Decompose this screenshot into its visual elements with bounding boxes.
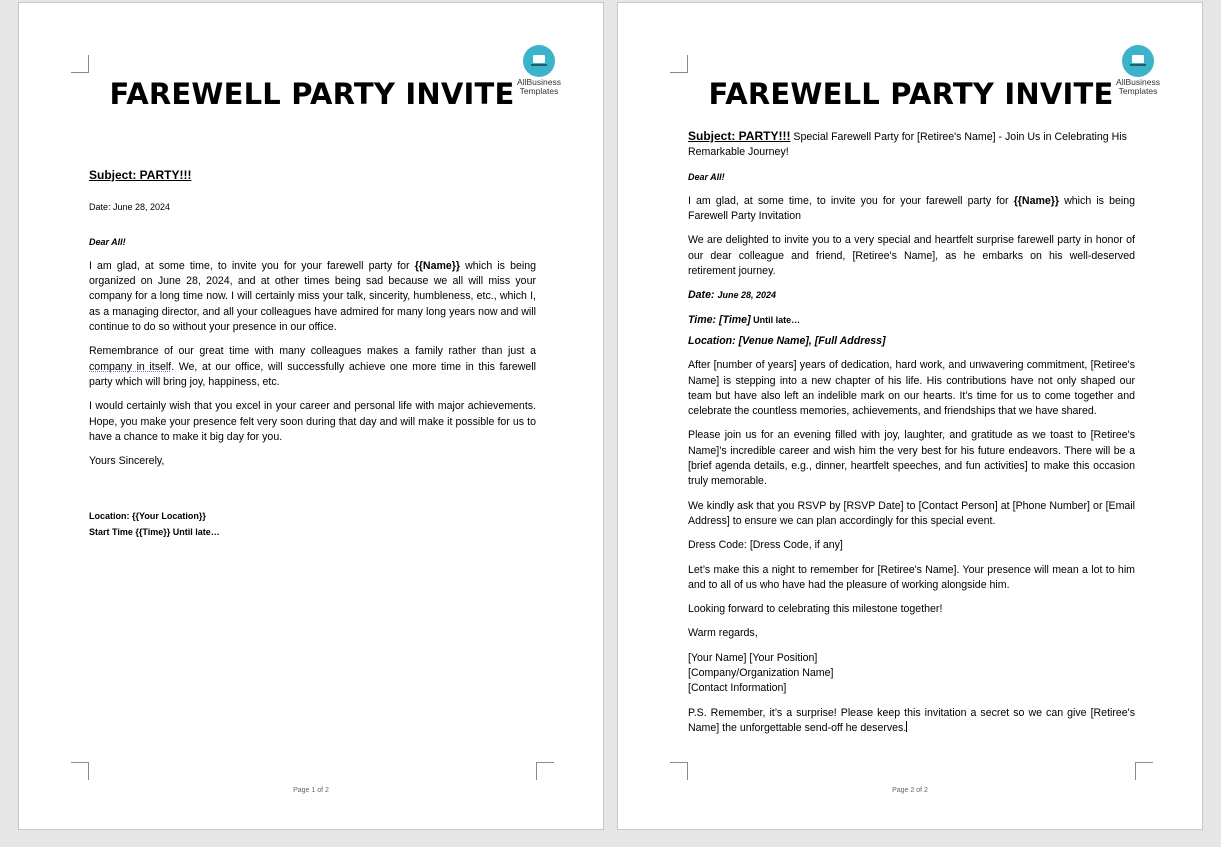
greeting: Dear All! <box>688 171 725 182</box>
margin-corner-top-left <box>71 55 89 73</box>
page1-body <box>89 168 536 540</box>
laptop-icon <box>1122 45 1154 77</box>
greeting: Dear All! <box>89 236 126 247</box>
paragraph-2: Remembrance of our great time with many colleagues makes a family rather than just a company in itself. We, at our office, will successfully achieve one more time in this farewell party which will bring joy, happiness, etc. <box>89 345 536 388</box>
logo-line-2: Templates <box>519 86 559 96</box>
margin-corner-bottom-right <box>536 762 554 780</box>
page-footer: Page 1 of 2 <box>293 787 329 794</box>
logo-line-2: Templates <box>1118 86 1158 96</box>
signature-line-1: [Your Name] [Your Position] <box>688 651 818 664</box>
paragraph-1: I am glad, at some time, to invite you for your farewell party for {{Name}} which is being Farewell Party Invitation <box>688 194 1135 223</box>
start-time-line: Start Time {{Time}} Until late… <box>89 526 220 537</box>
page-footer: Page 2 of 2 <box>892 787 928 794</box>
date-line: Date: June 28, 2024 <box>89 202 171 213</box>
document-page-1 <box>18 2 604 830</box>
paragraph-3: I would certainly wish that you excel in your career and personal life with major achievements. Hope, you make your presence felt very soon during that day and will make it possible for us to have a chance to make it big day for you. <box>89 400 536 443</box>
page-title: FAREWELL PARTY INVITE <box>708 77 1114 111</box>
paragraph-7: Looking forward to celebrating this milestone together! <box>688 603 943 616</box>
logo-line-1: AllBusiness <box>1116 77 1160 87</box>
margin-corner-bottom-right <box>1135 762 1153 780</box>
margin-corner-top-left <box>670 55 688 73</box>
paragraph-3: After [number of years] years of dedication, hard work, and unwavering commitment, [Retiree's Name] is stepping into a new chapter of his life. His contributions have not only shaped our team but have also left an indelible mark on our hearts. It’s time for us to come together and celebrate the countless memories, achievements, and friendships that we have shared. <box>688 359 1135 418</box>
paragraph-2: We are delighted to invite you to a very special and heartfelt surprise farewell party in honor of our dear colleague and friend, [Retiree's Name], as he embarks on his well-deserved retirement journey. <box>688 234 1135 278</box>
paragraph-5: We kindly ask that you RSVP by [RSVP Date] to [Contact Person] at [Phone Number] or [Email Address] to ensure we can plan accordingly for this special event. <box>688 499 1135 527</box>
dress-code-line: Dress Code: [Dress Code, if any] <box>688 539 843 552</box>
postscript[interactable]: P.S. Remember, it’s a surprise! Please keep this invitation a secret so we can give [Retiree's Name] the unforgettable send-off he deserves. <box>688 706 1135 734</box>
closing: Warm regards, <box>688 627 758 640</box>
paragraph-1: I am glad, at some time, to invite you for your farewell party for {{Name}} which is being organized on June 28, 2024, and at other times being sad because we all will miss your company for a long time now. I will certainly miss your talk, sincerity, humbleness, etc., which I, as a managing director, and all your colleagues have admired for many long years now and will continue to do so without your presence in our office. <box>89 259 536 334</box>
logo-line-1: AllBusiness <box>517 77 561 87</box>
margin-corner-bottom-left <box>71 762 89 780</box>
text-cursor <box>906 721 907 732</box>
subject-line: Subject: PARTY!!! Special Farewell Party for [Retiree's Name] - Join Us in Celebrating His Remarkable Journey! <box>688 129 1127 159</box>
page2-body <box>688 129 1135 745</box>
page-title: FAREWELL PARTY INVITE <box>109 77 515 111</box>
signature-line-3: [Contact Information] <box>688 682 787 695</box>
spellcheck-underline: company in itself <box>89 360 172 373</box>
closing: Yours Sincerely, <box>89 455 165 468</box>
time-line: Time: [Time] Until late… <box>688 313 801 326</box>
document-page-2 <box>617 2 1203 830</box>
subject-line: Subject: PARTY!!! <box>89 168 192 182</box>
paragraph-6: Let’s make this a night to remember for [Retiree's Name]. Your presence will mean a lot to him and to all of us who have had the pleasure of working alongside him. <box>688 563 1135 591</box>
laptop-icon <box>523 45 555 77</box>
location-line: Location: {{Your Location}} <box>89 511 206 522</box>
signature-line-2: [Company/Organization Name] <box>688 667 834 680</box>
paragraph-4: Please join us for an evening filled with joy, laughter, and gratitude as we toast to [Retiree's Name]’s incredible career and wish him the very best for his future endeavors. There will be a [brief agenda details, e.g., dinner, heartfelt speeches, and fun activities] to make this occasion truly memorable. <box>688 429 1135 488</box>
location-line: Location: [Venue Name], [Full Address] <box>688 334 886 347</box>
margin-corner-bottom-left <box>670 762 688 780</box>
date-line: Date: June 28, 2024 <box>688 289 776 302</box>
